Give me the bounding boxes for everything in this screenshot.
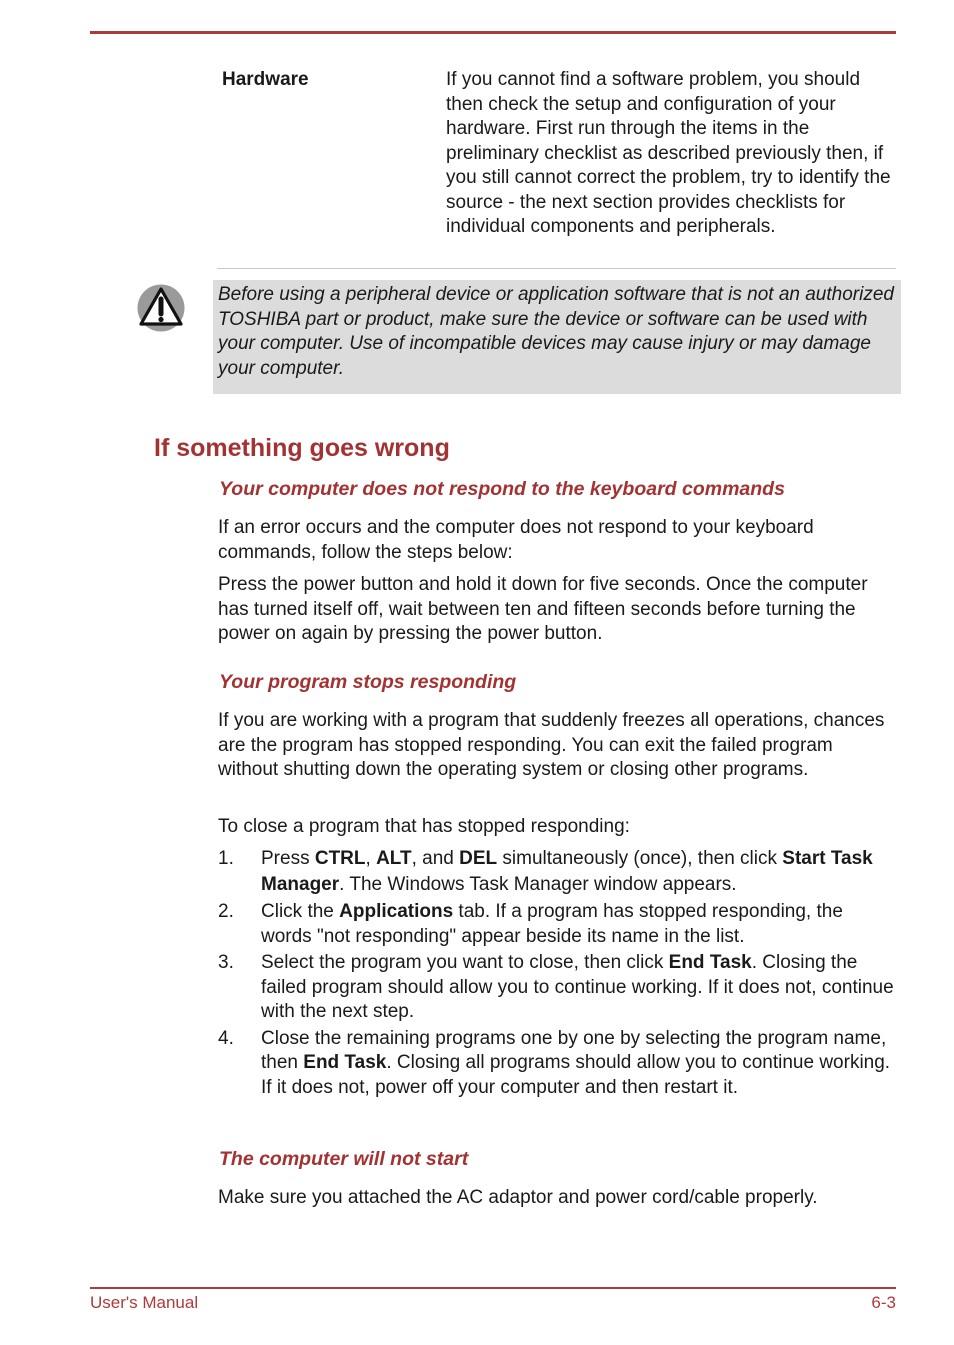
program-heading: Your program stops responding [219, 671, 517, 693]
footer-page-number: 6-3 [871, 1293, 896, 1312]
program-paragraph-2: To close a program that has stopped responding: [218, 816, 630, 837]
step-number: 3. [218, 952, 234, 973]
hardware-term: Hardware [222, 69, 309, 90]
step-item [218, 900, 898, 949]
step-key: CTRL [314, 848, 366, 869]
step-text: , [365, 848, 377, 869]
step-number: 4. [218, 1027, 234, 1049]
step-item [218, 951, 898, 1025]
step-command: End Task [668, 952, 752, 973]
start-heading: The computer will not start [219, 1148, 469, 1170]
step-item [218, 1027, 898, 1101]
section-title: If something goes wrong [154, 434, 450, 462]
step-text: . Closing the failed program should allow you to continue working. If it does not, continue with the next step. [261, 952, 894, 1022]
header-rule [90, 31, 896, 34]
step-text: Press [261, 848, 315, 869]
warning-note [213, 280, 901, 394]
program-paragraph-1: If you are working with a program that suddenly freezes all operations, chances are the program has stopped responding. You can exit the failed program without shutting down the operating system or closing other programs. [218, 710, 885, 780]
step-item [218, 846, 898, 898]
steps-list [218, 846, 898, 1102]
warning-text: Before using a peripheral device or application software that is not an authorized TOSHIBA part or product, make sure the device or software can be used with your computer. Use of incompatible devices may cause injury or may damage your computer. [218, 284, 894, 379]
keyboard-paragraph-1: If an error occurs and the computer does not respond to your keyboard commands, follow the steps below: [218, 517, 814, 563]
step-key: ALT [376, 848, 412, 869]
step-text: . The Windows Task Manager window appears. [339, 874, 737, 895]
start-paragraph: Make sure you attached the AC adaptor and power cord/cable properly. [218, 1187, 818, 1208]
step-text: . Closing all programs should allow you to continue working. If it does not, power off your computer and then restart it. [261, 1052, 891, 1098]
step-text: Select the program you want to close, then click [261, 952, 669, 973]
step-text: tab. If a program has stopped responding, the words "not responding" appear beside its name in the list. [261, 901, 843, 947]
step-text: simultaneously (once), then click [497, 848, 783, 869]
step-command: Start Task Manager [261, 848, 873, 895]
step-text: Close the remaining programs one by one by selecting the program name, then [261, 1027, 887, 1073]
step-text: Click the [261, 901, 340, 922]
step-key: DEL [459, 848, 498, 869]
step-text: , and [411, 848, 460, 869]
step-number: 2. [218, 901, 234, 922]
keyboard-paragraph-2: Press the power button and hold it down for five seconds. Once the computer has turned itself off, wait between ten and fifteen seconds before turning the power on again by pressing the power button. [218, 574, 868, 644]
step-command: End Task [303, 1052, 387, 1073]
keyboard-heading: Your computer does not respond to the keyboard commands [219, 478, 785, 500]
hardware-description: If you cannot find a software problem, you should then check the setup and configuration of your hardware. First run through the items in the preliminary checklist as described previously then, if you still cannot correct the problem, try to identify the source - the next section provides checklists for individual components and peripherals. [446, 69, 891, 237]
table-divider [217, 268, 896, 269]
footer-rule [90, 1287, 896, 1289]
footer-manual-title: User's Manual [90, 1293, 199, 1312]
step-command: Applications [339, 901, 454, 922]
warning-triangle-icon [136, 283, 186, 333]
step-number: 1. [218, 848, 234, 869]
